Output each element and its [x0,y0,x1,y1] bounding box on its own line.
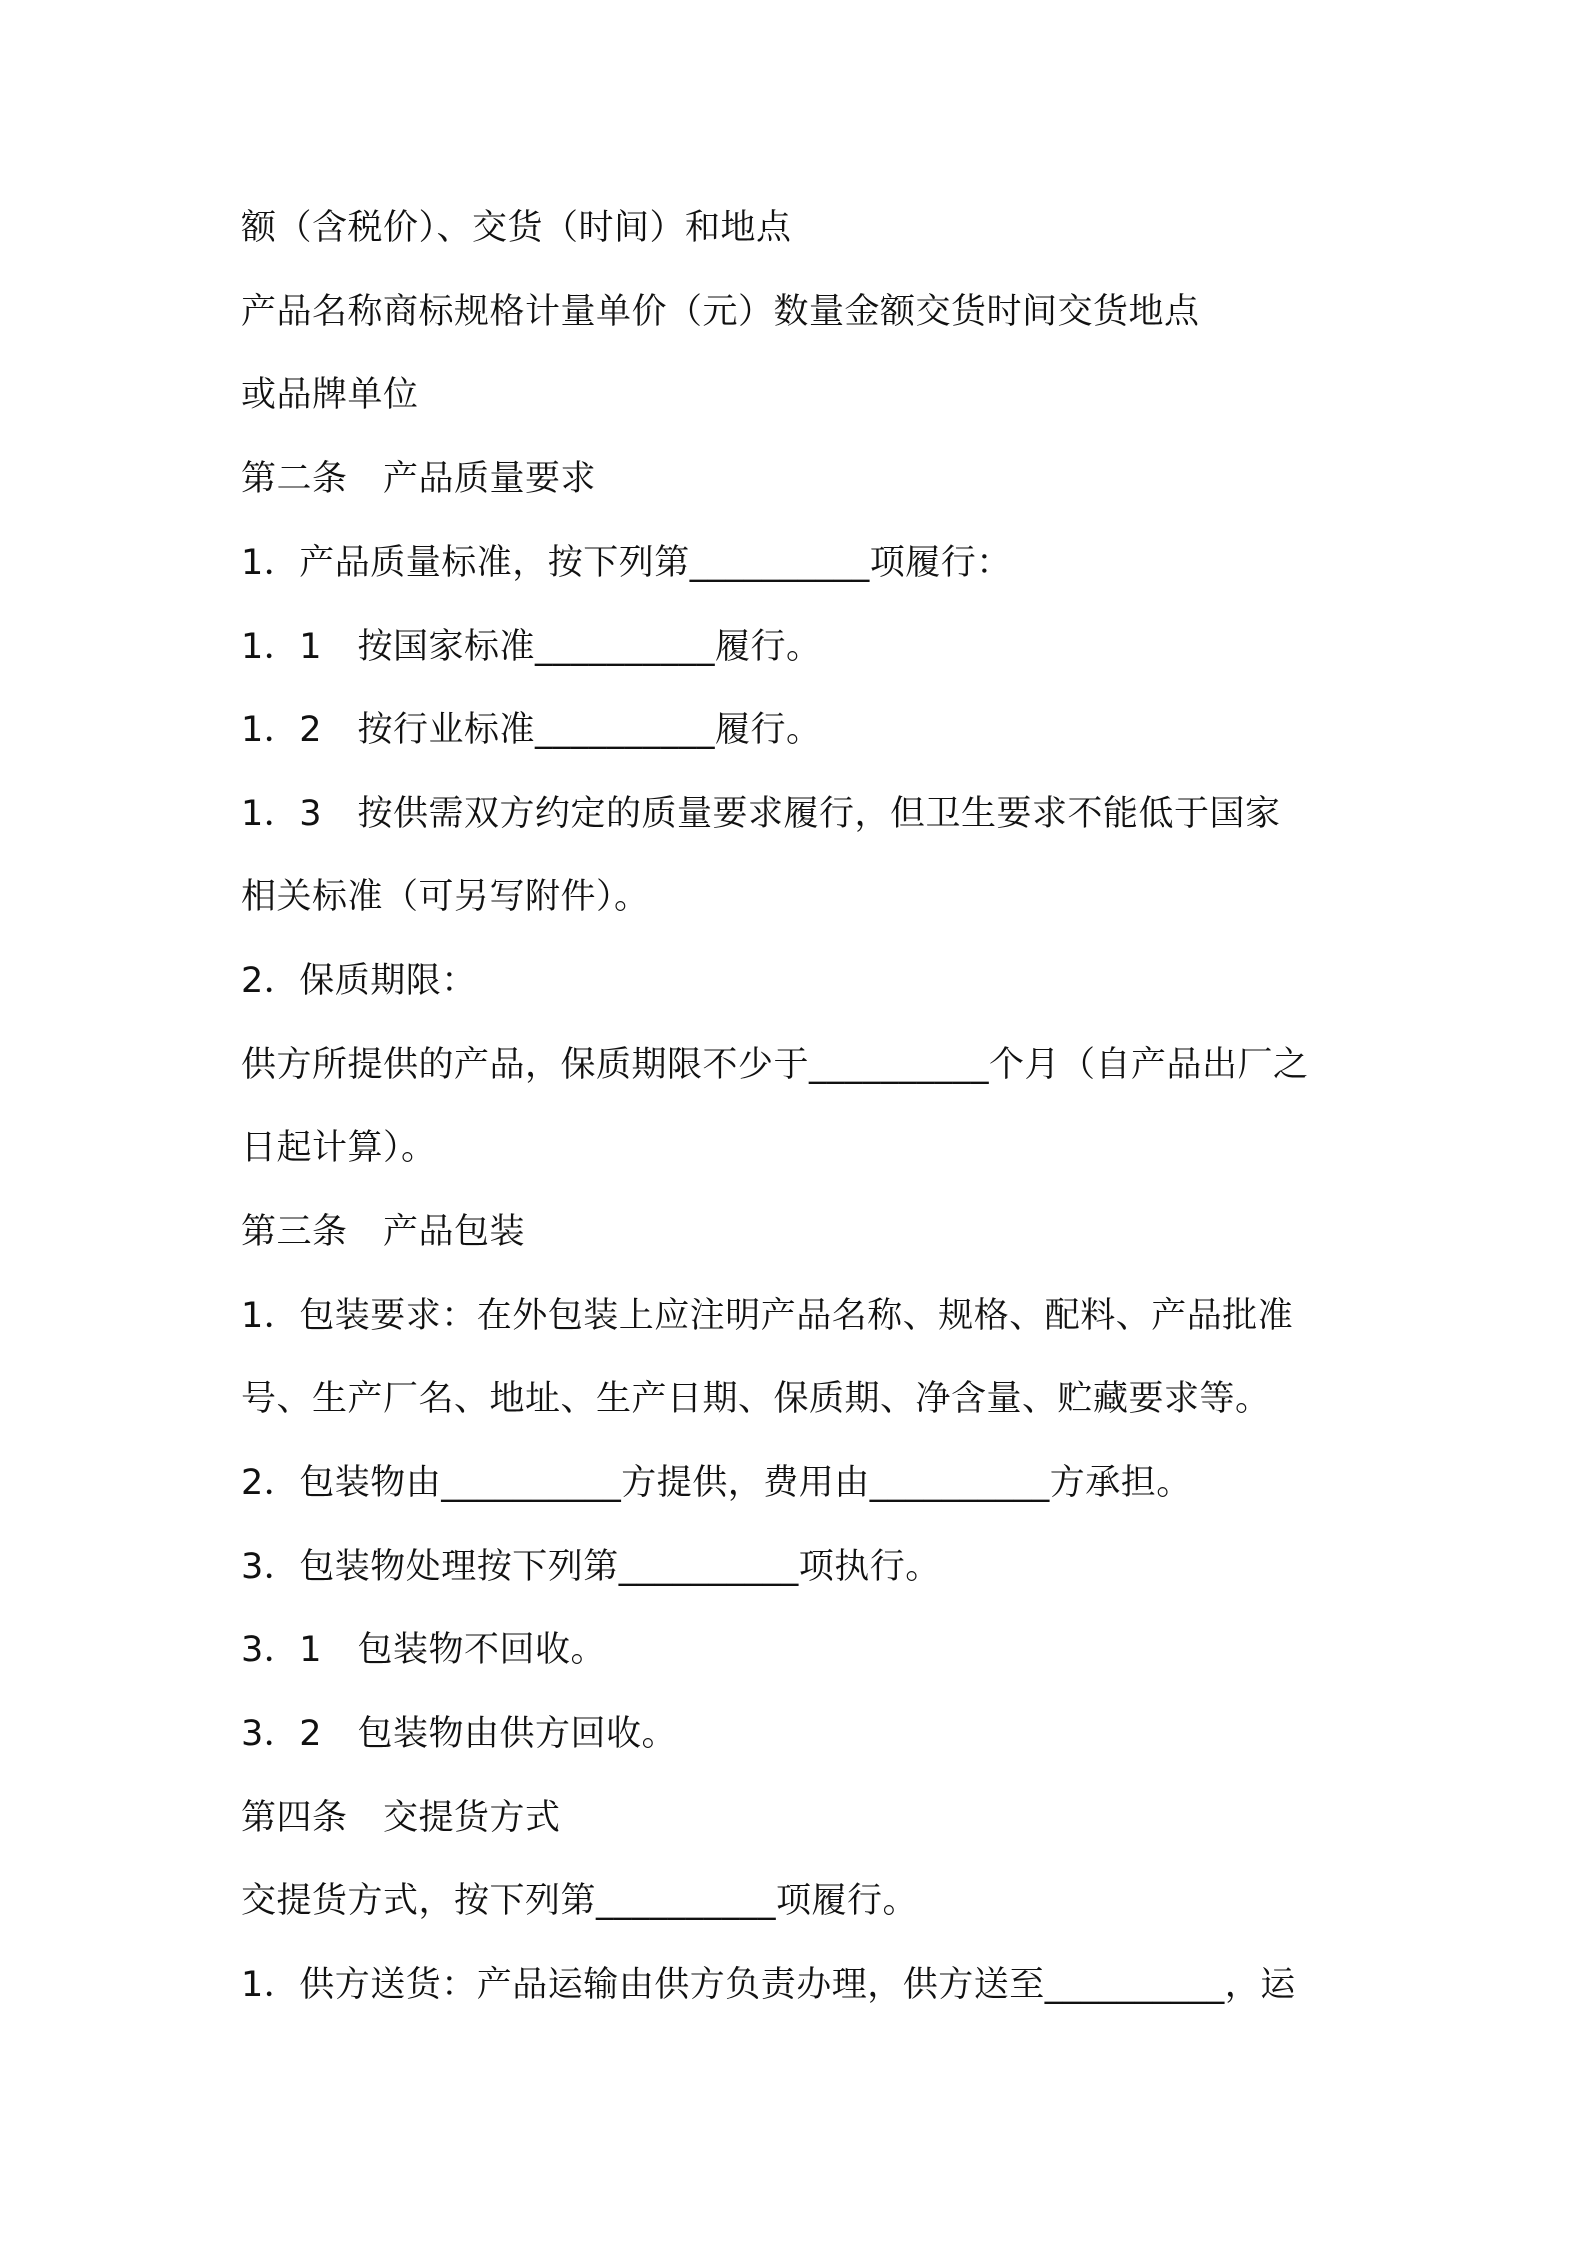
clause-2-1-2: 1．2 按行业标准__________履行。 [241,710,822,750]
section-heading-3: 第三条 产品包装 [241,1212,526,1252]
clause-2-1-3: 1．3 按供需双方约定的质量要求履行，但卫生要求不能低于国家 [241,794,1281,834]
section-heading-2: 第二条 产品质量要求 [241,459,597,499]
section-heading-4: 第四条 交提货方式 [241,1798,561,1838]
clause-2-1-3-cont: 相关标准（可另写附件）。 [241,877,650,917]
clause-3-2: 2．包装物由__________方提供，费用由__________方承担。 [241,1463,1192,1503]
clause-3-1-cont: 号、生产厂名、地址、生产日期、保质期、净含量、贮藏要求等。 [241,1379,1271,1419]
clause-2-2-text: 供方所提供的产品，保质期限不少于__________个月（自产品出厂之 [241,1045,1309,1085]
clause-4-1: 1．供方送货：产品运输由供方负责办理，供方送至__________，运 [241,1965,1296,2005]
clause-2-2-text-cont: 日起计算）。 [241,1128,437,1168]
clause-3-3-2: 3．2 包装物由供方回收。 [241,1714,678,1754]
clause-2-1-1: 1．1 按国家标准__________履行。 [241,627,822,667]
clause-3-1: 1．包装要求：在外包装上应注明产品名称、规格、配料、产品批准 [241,1296,1294,1336]
clause-2-2: 2．保质期限： [241,961,477,1001]
text-line-table-header-cont: 或品牌单位 [241,375,419,415]
clause-3-3: 3．包装物处理按下列第__________项执行。 [241,1547,941,1587]
text-line-table-header: 产品名称商标规格计量单价（元）数量金额交货时间交货地点 [241,292,1200,332]
clause-2-1: 1．产品质量标准，按下列第__________项履行： [241,543,1012,583]
text-line-price-delivery: 额（含税价）、交货（时间）和地点 [241,208,792,248]
clause-3-3-1: 3．1 包装物不回收。 [241,1630,607,1670]
clause-4-intro: 交提货方式，按下列第__________项履行。 [241,1881,919,1921]
